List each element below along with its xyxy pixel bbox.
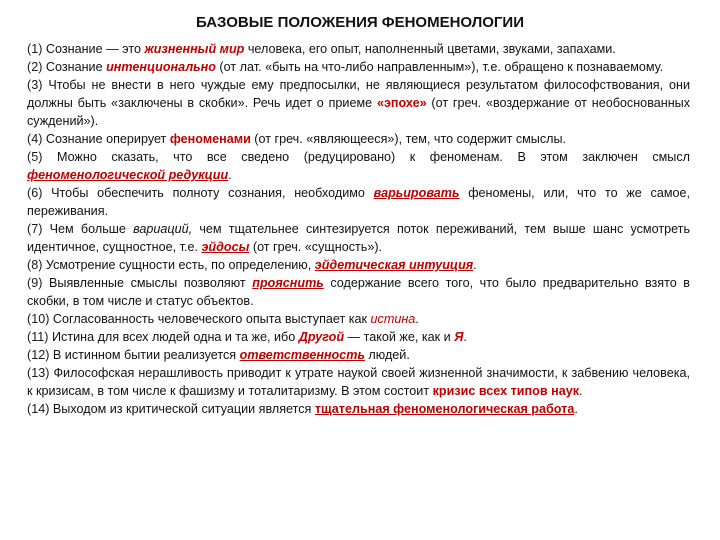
item-highlight: Другой <box>298 330 345 344</box>
item-highlight: вариаций, <box>133 222 193 236</box>
item-number: (5) <box>27 150 43 164</box>
item-text: (от греч. «воздержание от необоснованных суждений»). <box>27 96 690 128</box>
slide-title: БАЗОВЫЕ ПОЛОЖЕНИЯ ФЕНОМЕНОЛОГИИ <box>196 14 524 31</box>
item-text: (от греч. «сущность»). <box>249 240 383 254</box>
item-number: (14) <box>27 402 50 416</box>
list-item <box>27 58 690 76</box>
item-text: . <box>415 312 419 326</box>
item-highlight: варьировать <box>373 186 460 200</box>
item-text: Чем больше <box>42 222 134 236</box>
item-text: чем тщательнее синтезируется поток переживаний, тем выше шанс усмотреть идентичное, сущностное, т.е. <box>27 222 691 254</box>
item-text: человека, его опыт, наполненный цветами, звуками, запахами. <box>244 42 616 56</box>
item-highlight: жизненный мир <box>144 42 245 56</box>
item-number: (3) <box>27 78 43 92</box>
item-number: (13) <box>27 366 50 380</box>
item-text: . <box>574 402 578 416</box>
item-highlight: «эпохе» <box>376 96 427 110</box>
item-number: (9) <box>27 276 43 290</box>
item-number: (10) <box>27 312 50 326</box>
item-number: (1) <box>27 42 43 56</box>
list-item <box>27 256 690 274</box>
list-item <box>27 220 690 256</box>
item-number: (12) <box>27 348 50 362</box>
item-text: . <box>228 168 232 182</box>
item-highlight: ответственность <box>239 348 365 362</box>
item-text: . <box>463 330 467 344</box>
item-highlight: тщательная феноменологическая работа <box>314 402 575 416</box>
item-text: — такой же, как и <box>344 330 455 344</box>
item-text: содержание всего того, что было предварительно взято в скобки, в том числе и статус объектов. <box>27 276 690 308</box>
list-item <box>27 274 690 310</box>
item-text: Чтобы не внести в него чуждые ему предпосылки, не являющиеся результатом философствования, они должны быть «заключены в скобки». Речь идет о приеме <box>27 78 690 110</box>
item-number: (4) <box>27 132 43 146</box>
item-text: феномены, или, что то же самое, переживания. <box>27 186 690 218</box>
list-item <box>27 130 690 148</box>
item-highlight: кризис всех типов наук <box>432 384 580 398</box>
item-number: (6) <box>27 186 43 200</box>
item-text: . <box>579 384 583 398</box>
list-item <box>27 328 690 346</box>
item-text: Сознание <box>42 60 107 74</box>
item-highlight: феноменами <box>169 132 251 146</box>
list-item <box>27 346 690 364</box>
item-number: (2) <box>27 60 43 74</box>
list-item <box>27 310 690 328</box>
item-text: Усмотрение сущности есть, по определению, <box>42 258 315 272</box>
item-text: (от греч. «являющееся»), тем, что содержит смыслы. <box>250 132 567 146</box>
list-item <box>27 148 690 184</box>
item-text: людей. <box>364 348 410 362</box>
item-text: Чтобы обеспечить полноту сознания, необходимо <box>42 186 374 200</box>
item-highlight: Я <box>454 330 464 344</box>
list-item <box>27 364 690 400</box>
item-text: . <box>473 258 477 272</box>
list-item <box>27 184 690 220</box>
item-highlight: эйдетическая интуиция <box>314 258 474 272</box>
item-text: Выявленные смыслы позволяют <box>42 276 253 290</box>
item-text: Сознание оперирует <box>42 132 170 146</box>
item-number: (8) <box>27 258 43 272</box>
item-highlight: феноменологической редукции <box>27 168 229 182</box>
item-number: (11) <box>27 330 49 344</box>
item-text: Можно сказать, что все сведено (редуцировано) к феноменам. В этом заключен смысл <box>42 150 690 164</box>
item-text: (от лат. «быть на что-либо направленным»), т.е. обращено к познаваемому. <box>215 60 664 74</box>
item-highlight: интенционально <box>106 60 216 74</box>
list-item <box>27 40 690 58</box>
item-text: Согласованность человеческого опыта выступает как <box>49 312 371 326</box>
item-text: Выходом из критической ситуации является <box>49 402 315 416</box>
list-item <box>27 400 690 418</box>
list-item <box>27 76 690 130</box>
item-highlight: прояснить <box>252 276 324 290</box>
item-text: Философская нерашливость приводит к утрате наукой своей жизненной значимости, к забвению человека, к кризисам, в том числе к фашизму и тоталитаризму. В этом состоит <box>27 366 690 398</box>
item-number: (7) <box>27 222 43 236</box>
principles-list <box>27 40 690 418</box>
item-text: Истина для всех людей одна и та же, ибо <box>48 330 299 344</box>
item-highlight: эйдосы <box>201 240 250 254</box>
item-text: В истинном бытии реализуется <box>49 348 240 362</box>
item-text: Сознание — это <box>42 42 145 56</box>
item-highlight: истина <box>370 312 416 326</box>
